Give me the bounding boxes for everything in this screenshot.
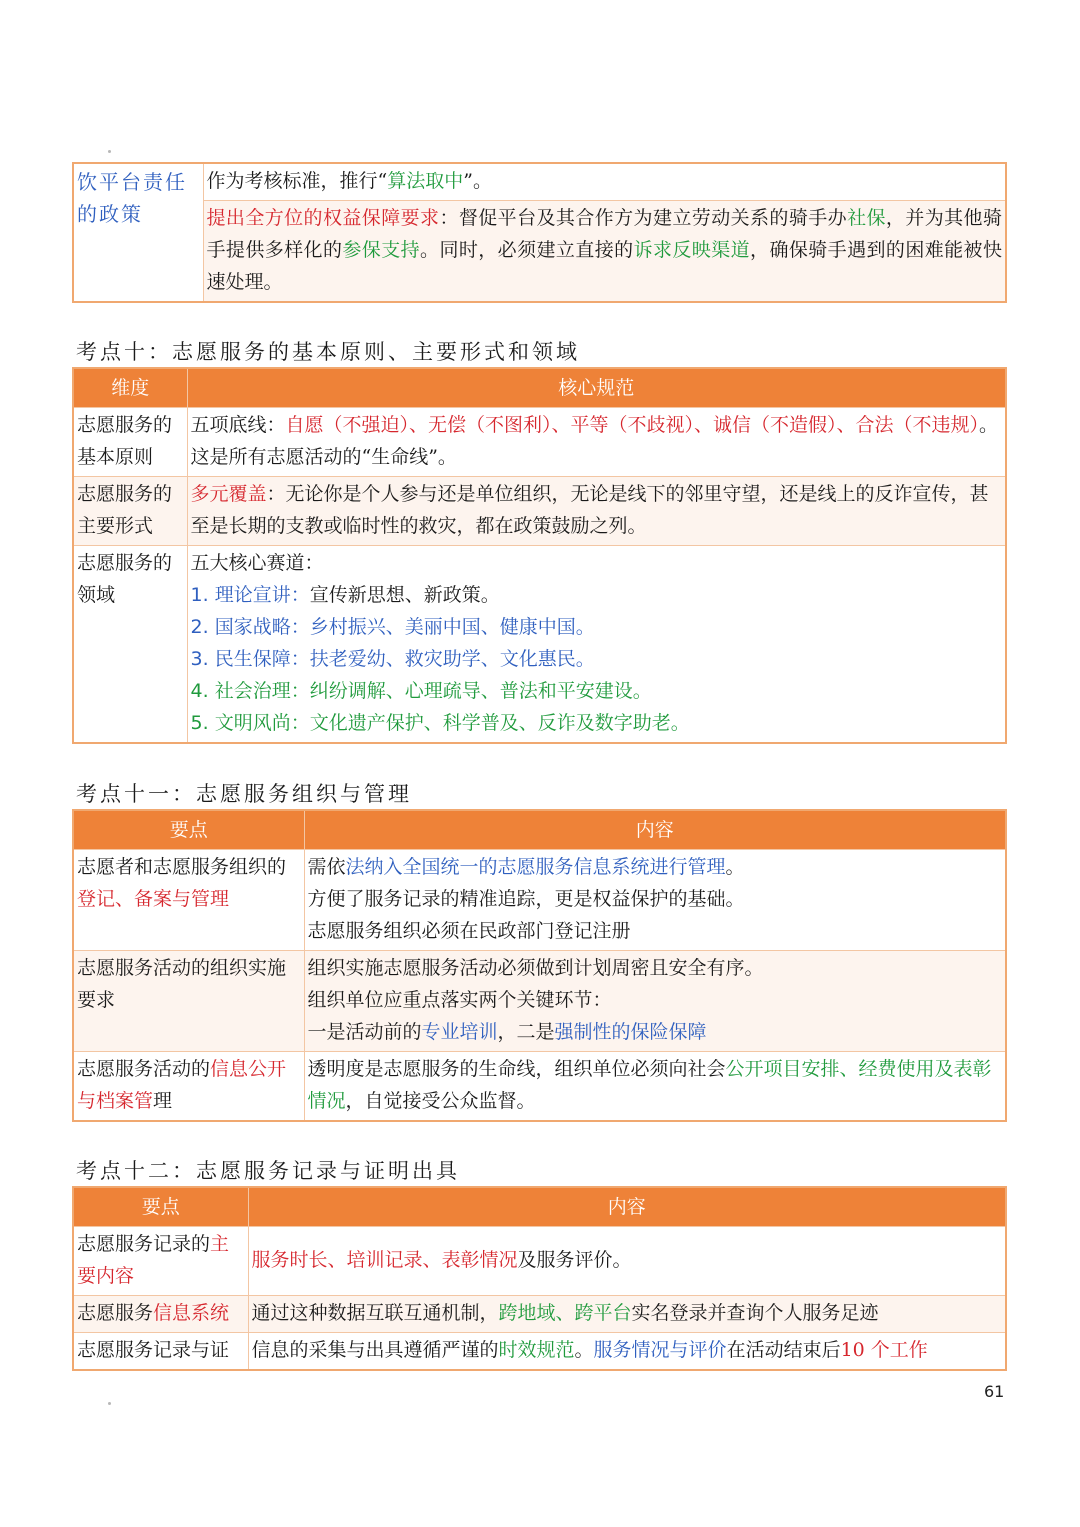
volunteer-records-table — [72, 1186, 1007, 1371]
section-heading: 考点十：志愿服务的基本原则、主要形式和领域 — [76, 340, 580, 364]
page-dot — [108, 150, 111, 153]
list-item: 5. 文明风尚：文化遗产保护、科学普及、反诈及数字助老。 — [190, 712, 690, 734]
row-label: 志愿服务活动的信息公开与档案管理 — [73, 1052, 304, 1122]
section-heading: 考点十一：志愿服务组织与管理 — [76, 782, 412, 806]
row-label: 志愿服务信息系统 — [73, 1296, 248, 1333]
table-row — [73, 477, 1006, 546]
row-label: 志愿服务的基本原则 — [73, 408, 187, 477]
row-content: 提出全方位的权益保障要求：督促平台及其合作方为建立劳动关系的骑手办社保，并为其他骑手提供多样化的参保支持。同时，必须建立直接的诉求反映渠道，确保骑手遇到的困难能被快速处理。 — [203, 201, 1006, 303]
platform-policy-table — [72, 162, 1007, 303]
column-header: 要点 — [73, 810, 304, 850]
row-content: 透明度是志愿服务的生命线，组织单位必须向社会公开项目安排、经费使用及表彰情况，自觉接受公众监督。 — [304, 1052, 1006, 1122]
list-item: 1. 理论宣讲：宣传新思想、新政策。 — [190, 584, 500, 606]
table-row — [73, 1296, 1006, 1333]
column-header: 要点 — [73, 1187, 248, 1227]
row-content: 需依法纳入全国统一的志愿服务信息系统进行管理。 方便了服务记录的精准追踪，更是权益保护的基础。 志愿服务组织必须在民政部门登记注册 — [304, 850, 1006, 951]
row-content: 信息的采集与出具遵循严谨的时效规范。服务情况与评价在活动结束后10 个工作 — [248, 1333, 1006, 1371]
row-content: 通过这种数据互联互通机制，跨地域、跨平台实名登录并查询个人服务足迹 — [248, 1296, 1006, 1333]
row-content: 作为考核标准，推行“算法取中”。 — [203, 163, 1006, 201]
table-row — [73, 850, 1006, 951]
table-row — [73, 1333, 1006, 1371]
table-row — [73, 163, 1006, 201]
row-content — [187, 546, 1006, 744]
row-label: 志愿者和志愿服务组织的登记、备案与管理 — [73, 850, 304, 951]
list-item: 4. 社会治理：纠纷调解、心理疏导、普法和平安建设。 — [190, 680, 652, 702]
table-row — [73, 1227, 1006, 1296]
row-label: 饮平台责任的政策 — [73, 163, 203, 302]
table-row — [73, 546, 1006, 744]
column-header: 内容 — [304, 810, 1006, 850]
list-item: 3. 民生保障：扶老爱幼、救灾助学、文化惠民。 — [190, 648, 595, 670]
row-content: 服务时长、培训记录、表彰情况及服务评价。 — [248, 1227, 1006, 1296]
table-row — [73, 951, 1006, 1052]
row-label: 志愿服务记录与证 — [73, 1333, 248, 1371]
volunteer-principles-table — [72, 367, 1007, 744]
row-content: 组织实施志愿服务活动必须做到计划周密且安全有序。 组织单位应重点落实两个关键环节： 一是活动前的专业培训，二是强制性的保险保障 — [304, 951, 1006, 1052]
table-row — [73, 408, 1006, 477]
volunteer-management-table — [72, 809, 1007, 1122]
row-label: 志愿服务活动的组织实施要求 — [73, 951, 304, 1052]
table-row — [73, 1052, 1006, 1122]
column-header: 内容 — [248, 1187, 1006, 1227]
table-row — [73, 201, 1006, 303]
page-number: 61 — [984, 1382, 1005, 1401]
list-intro: 五大核心赛道： — [190, 552, 324, 574]
row-content: 五项底线：自愿（不强迫）、无偿（不图利）、平等（不歧视）、诚信（不造假）、合法（不违规）。这是所有志愿活动的“生命线”。 — [187, 408, 1006, 477]
page-dot — [108, 1402, 111, 1405]
column-header: 维度 — [73, 368, 187, 408]
section-heading: 考点十二：志愿服务记录与证明出具 — [76, 1159, 460, 1183]
row-label: 志愿服务的主要形式 — [73, 477, 187, 546]
row-label: 志愿服务记录的主要内容 — [73, 1227, 248, 1296]
column-header: 核心规范 — [187, 368, 1006, 408]
row-content: 多元覆盖：无论你是个人参与还是单位组织，无论是线下的邻里守望，还是线上的反诈宣传，甚至是长期的支教或临时性的救灾，都在政策鼓励之列。 — [187, 477, 1006, 546]
list-item: 2. 国家战略：乡村振兴、美丽中国、健康中国。 — [190, 616, 595, 638]
row-label: 志愿服务的领域 — [73, 546, 187, 744]
